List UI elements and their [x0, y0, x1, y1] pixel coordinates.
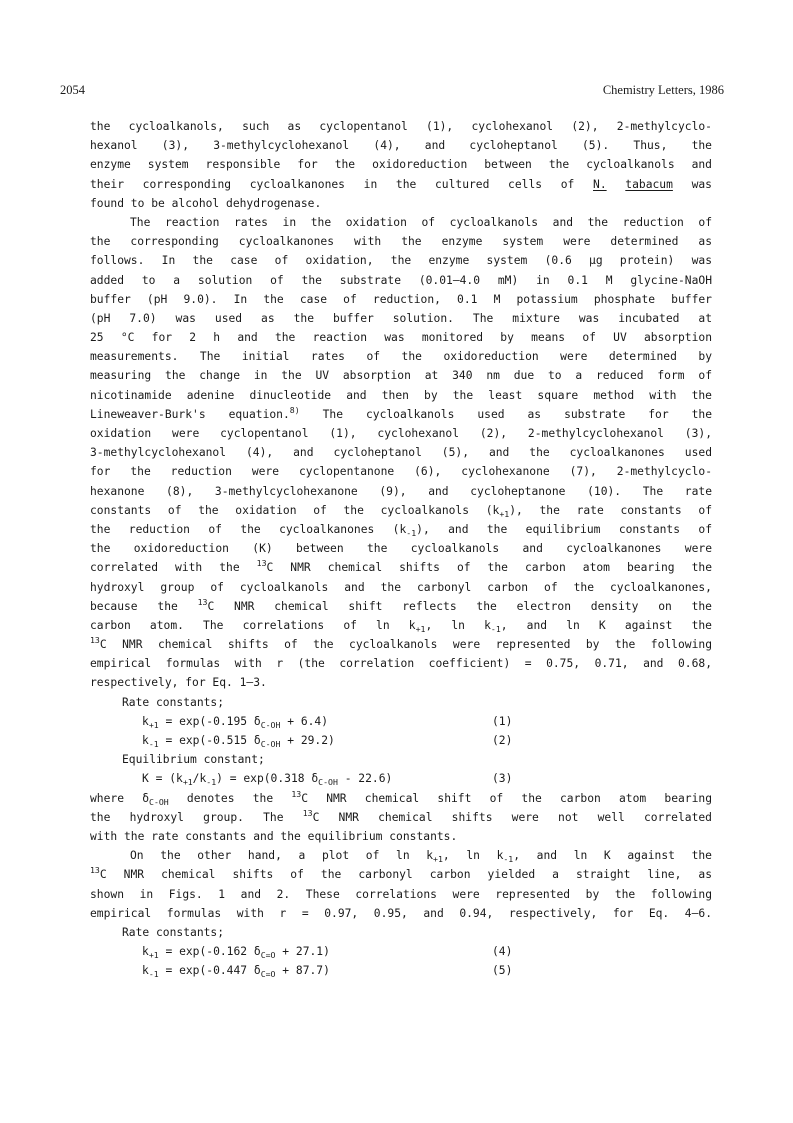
text-line: [90, 597, 712, 616]
text-run: , ln k: [425, 618, 491, 632]
text-run: where δ: [90, 791, 150, 805]
subscript: +1: [182, 777, 193, 788]
subscript: +1: [415, 623, 426, 634]
text-line: measuring the change in the UV absorption at 340 nm due to a reduced form of: [90, 369, 712, 383]
text-line: [90, 865, 712, 884]
text-line: empirical formulas with r (the correlation coefficient) = 0.75, 0.71, and 0.68,: [90, 657, 712, 671]
superscript: 13: [197, 596, 208, 607]
eq-text: + 6.4): [280, 714, 329, 728]
subscript: -1: [148, 969, 159, 980]
text-run: the reduction of the cycloalkanones (k: [90, 522, 407, 536]
text-run: Lineweaver-Burk's equation.: [90, 407, 290, 421]
eq-text: = exp(-0.162 δ: [158, 945, 261, 959]
text-line: [90, 846, 712, 865]
text-run: their corresponding cycloalkanones in the cultured cells of: [90, 177, 575, 191]
equation-number: (4): [492, 945, 513, 959]
subscript: -1: [206, 777, 217, 788]
eq-text: k: [142, 714, 149, 728]
text-line: [90, 405, 712, 424]
subscript: C=O: [260, 969, 276, 980]
paragraph-2: [90, 213, 712, 693]
journal-name: Chemistry Letters, 1986: [602, 83, 724, 97]
text-line: [90, 635, 712, 654]
text-line: for the reduction were cyclopentanone (6), cyclohexanone (7), 2-methylcyclo-: [90, 465, 712, 479]
eq-text: k: [142, 734, 149, 747]
page-number: 2054: [60, 83, 85, 97]
equation-3: [90, 769, 712, 788]
subscript: C-OH: [260, 739, 281, 749]
text-line: follows. In the case of oxidation, the enzyme system (0.6 µg protein) was: [90, 254, 712, 268]
text-run: constants of the oxidation of the cycloalkanols (k: [90, 503, 500, 517]
text-run: , and ln K against the: [500, 618, 712, 632]
superscript: 13: [90, 865, 100, 876]
text-line: measurements. The initial rates of the oxidoreduction were determined by: [90, 350, 712, 364]
text-line: [90, 808, 712, 827]
equation-number: (2): [492, 734, 513, 747]
text-line: the oxidoreduction (K) between the cycloalkanols and cycloalkanones were: [90, 542, 712, 556]
text-line: oxidation were cyclopentanol (1), cyclohexanol (2), 2-methylcyclohexanol (3),: [90, 427, 712, 440]
paragraph-1: [90, 117, 712, 213]
superscript: 13: [90, 635, 100, 646]
text-run: denotes the: [168, 791, 292, 805]
text-line: respectively, for Eq. 1—3.: [90, 676, 267, 690]
eq-text: + 29.2): [280, 734, 335, 747]
text-run: the hydroxyl group. The: [90, 810, 303, 824]
text-run: ), and the equilibrium constants of: [416, 522, 713, 536]
text-run: was: [691, 177, 712, 191]
text-line: empirical formulas with r = 0.97, 0.95, and 0.94, respectively, for Eq. 4—6.: [90, 906, 712, 920]
text-line: found to be alcohol dehydrogenase.: [90, 196, 322, 210]
subscript: -1: [406, 527, 417, 538]
text-run: , ln k: [442, 849, 504, 863]
text-line: [90, 520, 712, 539]
equation-1: [90, 712, 712, 731]
equation-5: [90, 961, 712, 980]
text-line: the cycloalkanols, such as cyclopentanol (1), cyclohexanol (2), 2-methylcyclo-: [90, 120, 712, 133]
subscript: C-OH: [149, 796, 169, 807]
text-line: buffer (pH 9.0). In the case of reduction, 0.1 M potassium phosphate buffer: [90, 292, 712, 306]
equation-heading: Rate constants;: [122, 695, 225, 709]
text-line: [90, 175, 712, 194]
text-run: carbon atom. The correlations of ln k: [90, 618, 416, 632]
article-body: [90, 117, 712, 980]
reference-mark: 8): [289, 404, 300, 415]
equation-number: (5): [492, 964, 513, 978]
eq-text: /k: [192, 772, 207, 786]
equation-heading: Rate constants;: [122, 925, 225, 939]
superscript: 13: [291, 788, 302, 799]
equation-4: [90, 942, 712, 961]
text-line: 25 °C for 2 h and the reaction was monitored by means of UV absorption: [90, 331, 712, 345]
genus-abbrev: N.: [593, 177, 607, 191]
subscript: C=O: [260, 950, 276, 961]
text-line: enzyme system responsible for the oxidoreduction between the cycloalkanols and: [90, 158, 712, 172]
eq-text: k: [142, 945, 149, 959]
subscript: +1: [499, 508, 510, 519]
subscript: -1: [490, 623, 501, 634]
equation-number: (3): [492, 772, 513, 786]
text-line: the corresponding cycloalkanones with the enzyme system were determined as: [90, 235, 712, 249]
text-line: 3-methylcyclohexanol (4), and cycloheptanol (5), and the cycloalkanones used: [90, 446, 712, 460]
text-run: C NMR chemical shift reflects the electron density on the: [207, 599, 712, 613]
text-line: (pH 7.0) was used as the buffer solution. The mixture was incubated at: [90, 311, 712, 325]
superscript: 13: [256, 558, 267, 569]
text-line: with the rate constants and the equilibrium constants.: [90, 829, 458, 843]
equation-heading: Equilibrium constant;: [122, 753, 265, 767]
text-run: , and ln K against the: [513, 849, 712, 863]
text-run: C NMR chemical shifts of the cycloalkanols were represented by the following: [99, 638, 712, 652]
eq-text: k: [142, 964, 149, 978]
text-run: C NMR chemical shift of the carbon atom bearing: [301, 791, 713, 805]
text-run: ), the rate constants of: [509, 503, 712, 517]
eq-text: = exp(-0.515 δ: [158, 734, 261, 747]
paragraph-3: [90, 789, 712, 847]
text-line: nicotinamide adenine dinucleotide and then by the least square method with the: [90, 388, 712, 402]
eq-text: = exp(-0.447 δ: [158, 964, 261, 978]
page-header: [60, 83, 724, 101]
equation-block-1: [90, 693, 712, 789]
equation-2: [90, 731, 712, 750]
text-line: hexanol (3), 3-methylcyclohexanol (4), and cycloheptanol (5). Thus, the: [90, 139, 712, 153]
eq-text: - 22.6): [337, 772, 393, 786]
text-line: hydroxyl group of cycloalkanols and the carbonyl carbon of the cycloalkanones,: [90, 580, 712, 594]
subscript: -1: [503, 854, 514, 865]
text-run: The cycloalkanols used as substrate for the: [299, 407, 712, 421]
text-line: hexanone (8), 3-methylcyclohexanone (9), and cycloheptanone (10). The rate: [90, 484, 712, 498]
equation-block-2: [90, 923, 712, 981]
text-line: [90, 501, 712, 520]
text-line: shown in Figs. 1 and 2. These correlations were represented by the following: [90, 887, 712, 901]
text-run: C NMR chemical shifts of the carbonyl carbon yielded a straight line, as: [99, 868, 712, 882]
eq-text: ) = exp(0.318 δ: [216, 772, 319, 786]
text-line: added to a solution of the substrate (0.01—4.0 mM) in 0.1 M glycine-NaOH: [90, 273, 712, 287]
subscript: +1: [433, 854, 443, 865]
text-run: C NMR chemical shifts were not well correlated: [312, 810, 712, 824]
subscript: C-OH: [318, 777, 338, 788]
text-run: correlated with the: [90, 561, 257, 575]
text-line: The reaction rates in the oxidation of cycloalkanols and the reduction of: [130, 215, 712, 229]
paragraph-4: [90, 846, 712, 923]
text-line: [90, 789, 712, 808]
eq-text: + 27.1): [275, 945, 330, 959]
subscript: -1: [148, 739, 159, 749]
eq-text: K = (k: [142, 772, 183, 786]
eq-text: + 87.7): [275, 964, 330, 978]
text-run: because the: [90, 599, 198, 613]
equation-number: (1): [492, 714, 513, 728]
superscript: 13: [302, 807, 313, 818]
eq-text: = exp(-0.195 δ: [158, 714, 261, 728]
subscript: +1: [148, 950, 159, 961]
species-name: tabacum: [625, 177, 673, 191]
text-line: [90, 558, 712, 577]
text-run: On the other hand, a plot of ln k: [130, 849, 434, 863]
subscript: C-OH: [260, 719, 281, 730]
text-line: [90, 616, 712, 635]
subscript: +1: [148, 719, 159, 730]
text-run: C NMR chemical shifts of the carbon atom bearing the: [266, 561, 712, 575]
